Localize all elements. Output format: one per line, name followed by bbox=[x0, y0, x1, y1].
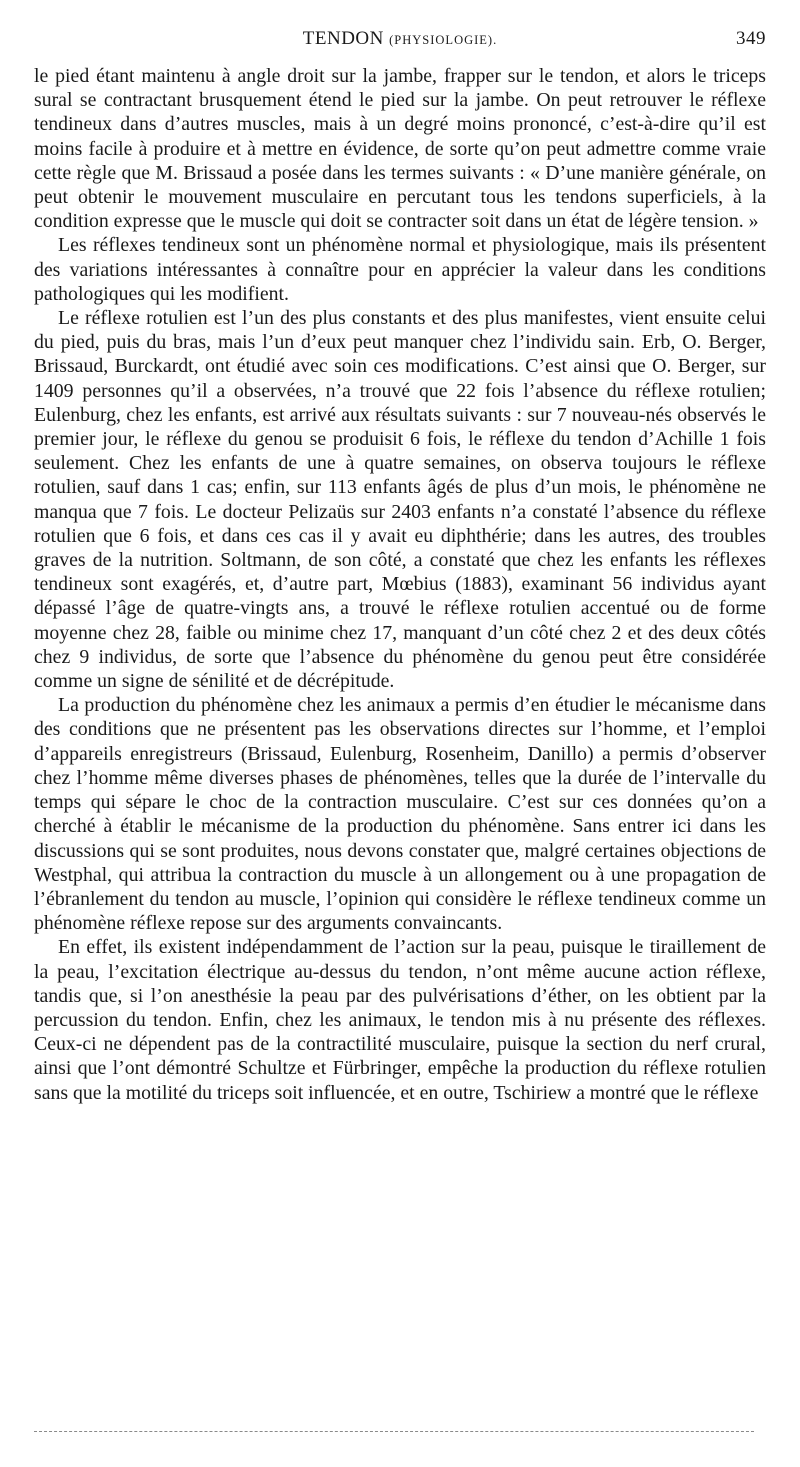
header-subtitle: (PHYSIOLOGIE). bbox=[389, 33, 498, 47]
running-title bbox=[34, 28, 766, 50]
body-text bbox=[34, 64, 766, 1105]
paragraph: Les réflexes tendineux sont un phénomène normal et physiologique, mais ils présentent des variations intéressantes à connaître pour en apprécier la valeur dans les conditions pathologiques qui les modifient. bbox=[34, 234, 766, 305]
paragraph: En effet, ils existent indépendamment de l’action sur la peau, puisque le tiraillement de la peau, l’excitation électrique au-dessus du tendon, n’ont même aucune action réflexe, tandis que, si l’on anesthésie la peau par des pulvérisations d’éther, on les obtient par la percussion du tendon. Enfin, chez les animaux, le tendon mis à nu présente des réflexes. Ceux-ci ne dépendent pas de la contractilité musculaire, puisque la section du nerf crural, ainsi que l’ont démontré Schultze et Fürbringer, empêche la production du réflexe rotulien sans que la motilité du triceps soit influencée, et en outre, Tschiriew a montré que le réflexe bbox=[34, 936, 766, 1104]
footer-dashed-rule bbox=[34, 1431, 754, 1432]
running-header bbox=[34, 28, 766, 54]
book-page bbox=[34, 28, 766, 1105]
paragraph: La production du phénomène chez les animaux a permis d’en étudier le mécanisme dans des conditions que ne présentent pas les observations directes sur l’homme, et l’emploi d’appareils enregistreurs (Brissaud, Eulenburg, Rosenheim, Danillo) a permis d’observer chez l’homme même diverses phases de phénomènes, telles que la durée de l’intervalle du temps qui sépare le choc de la contraction musculaire. C’est sur ces données qu’on a cherché à établir le mécanisme de la production du phénomène. Sans entrer ici dans les discussions qui se sont produites, nous devons constater que, malgré certaines objections de Westphal, qui attribua la contraction du muscle à un allongement ou à une propagation de l’ébranlement du tendon au muscle, l’opinion qui considère le réflexe tendineux comme un phénomène réflexe repose sur des arguments convaincants. bbox=[34, 694, 766, 935]
paragraph-continued: le pied étant maintenu à angle droit sur la jambe, frapper sur le tendon, et alors le triceps sural se contractant brusquement étend le pied sur la jambe. On peut retrouver le réflexe tendineux dans d’autres muscles, mais à un degré moins prononcé, c’est-à-dire qu’il est moins facile à produire et à mettre en évidence, de sorte qu’on peut admettre comme vraie cette règle que M. Brissaud a posée dans les termes suivants : « D’une manière générale, on peut obtenir le mouvement musculaire en percutant tous les tendons superficiels, à la condition expresse que le muscle qui doit se contracter soit dans un état de légère tension. » bbox=[34, 65, 766, 233]
paragraph: Le réflexe rotulien est l’un des plus constants et des plus manifestes, vient ensuite celui du pied, puis du bras, mais l’un d’eux peut manquer chez l’individu sain. Erb, O. Berger, Brissaud, Burckardt, ont étudié avec soin ces modifications. C’est ainsi que O. Berger, sur 1409 personnes qu’il a observées, n’a trouvé que 22 fois l’absence du réflexe rotulien; Eulenburg, chez les enfants, est arrivé aux résultats suivants : sur 7 nouveau-nés observés le premier jour, le réflexe du genou se produisit 6 fois, le réflexe du tendon d’Achille 1 fois seulement. Chez les enfants de une à quatre semaines, on observa toujours le réflexe rotulien, sauf dans 1 cas; enfin, sur 113 enfants âgés de plus d’un mois, le phénomène ne manqua que 7 fois. Le docteur Pelizaüs sur 2403 enfants n’a constaté l’absence du réflexe rotulien que 6 fois, et dans ces cas il y avait eu diphthérie; dans les autres, des troubles graves de la nutrition. Soltmann, de son côté, a constaté que chez les enfants les réflexes tendineux sont exagérés, et, d’autre part, Mœbius (1883), examinant 56 individus ayant dépassé l’âge de quatre-vingts ans, a trouvé le réflexe rotulien accentué ou de forme moyenne chez 28, faible ou minime chez 17, manquant d’un côté chez 2 et des deux côtés chez 9 individus, de sorte que l’absence du phénomène du genou peut être considérée comme un signe de sénilité et de décrépitude. bbox=[34, 307, 766, 693]
header-title: TENDON bbox=[302, 28, 384, 49]
page-number: 349 bbox=[736, 28, 766, 49]
